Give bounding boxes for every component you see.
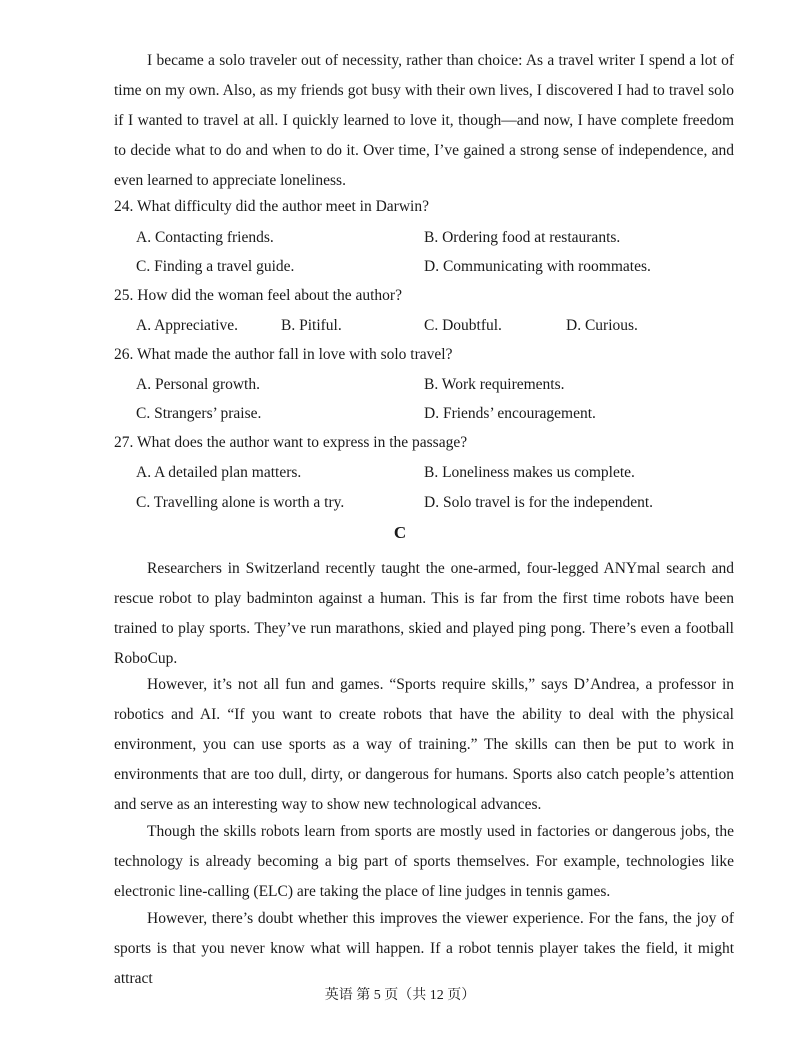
q24-option-b: B. Ordering food at restaurants. xyxy=(424,229,621,246)
q27-option-a: A. A detailed plan matters. xyxy=(136,464,302,481)
q25-option-a: A. Appreciative. xyxy=(136,317,239,334)
section-c-heading: C xyxy=(393,523,407,542)
q25-option-b: B. Pitiful. xyxy=(281,317,342,334)
q25-option-c: C. Doubtful. xyxy=(424,317,502,334)
q24-option-a: A. Contacting friends. xyxy=(136,229,274,246)
q26-option-b: B. Work requirements. xyxy=(424,376,565,393)
q27-option-d: D. Solo travel is for the independent. xyxy=(424,494,654,511)
q27-option-c: C. Travelling alone is worth a try. xyxy=(136,494,345,511)
q26-option-a: A. Personal growth. xyxy=(136,376,260,393)
q26-option-c: C. Strangers’ praise. xyxy=(136,405,262,422)
question-24: 24. What difficulty did the author meet in Darwin? xyxy=(114,198,429,215)
q24-option-c: C. Finding a travel guide. xyxy=(136,258,295,275)
section-c-paragraph-2: However, it’s not all fun and games. “Sports require skills,” says D’Andrea, a professor in robotics and AI. “If you want to create robots that have the ability to deal with the physical environment, you can use sports as a way of training.” The skills can then be put to work in environments that are too dull, dirty, or dangerous for humans. Sports also catch people’s attention and serve as an interesting way to show new technological advances. xyxy=(114,676,734,813)
section-c-paragraph-4: However, there’s doubt whether this improves the viewer experience. For the fans, the joy of sports is that you never know what will happen. If a robot tennis player takes the field, it might attract xyxy=(114,910,734,987)
question-26: 26. What made the author fall in love with solo travel? xyxy=(114,346,453,363)
section-c-paragraph-3: Though the skills robots learn from sports are mostly used in factories or dangerous jobs, the technology is already becoming a big part of sports themselves. For example, technologies like electronic line-calling (ELC) are taking the place of line judges in tennis games. xyxy=(114,823,734,900)
question-25: 25. How did the woman feel about the author? xyxy=(114,287,402,304)
q25-option-d: D. Curious. xyxy=(566,317,638,334)
q27-option-b: B. Loneliness makes us complete. xyxy=(424,464,635,481)
passage-b-final-paragraph: I became a solo traveler out of necessity, rather than choice: As a travel writer I spend a lot of time on my own. Also, as my friends got busy with their own lives, I discovered I had to travel solo if I wanted to travel at all. I quickly learned to love it, though—and now, I have complete freedom to decide what to do and when to do it. Over time, I’ve gained a strong sense of independence, and even learned to appreciate loneliness. xyxy=(114,52,734,189)
section-c-paragraph-1: Researchers in Switzerland recently taught the one-armed, four-legged ANYmal search and rescue robot to play badminton against a human. This is far from the first time robots have been trained to play sports. They’ve run marathons, skied and played ping pong. There’s even a football RoboCup. xyxy=(114,560,734,667)
q24-option-d: D. Communicating with roommates. xyxy=(424,258,651,275)
page-footer: 英语 第 5 页（共 12 页） xyxy=(324,988,476,1003)
q26-option-d: D. Friends’ encouragement. xyxy=(424,405,596,422)
question-27: 27. What does the author want to express in the passage? xyxy=(114,434,468,451)
